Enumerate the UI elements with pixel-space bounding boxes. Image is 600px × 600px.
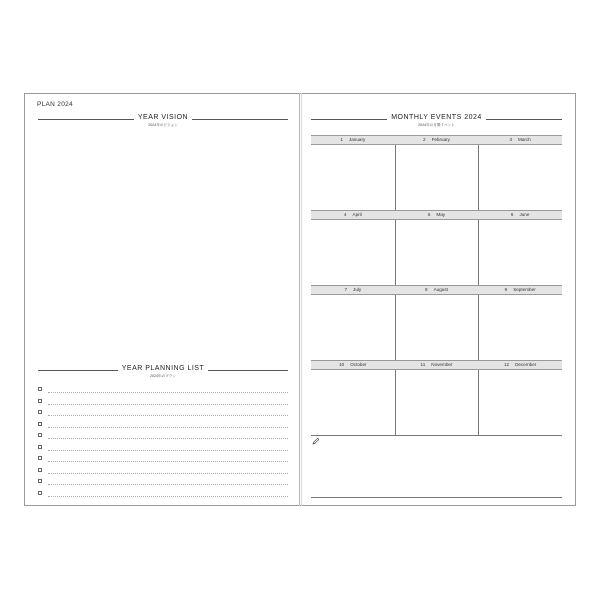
dotted-line	[48, 461, 288, 462]
column-divider	[395, 370, 396, 435]
month-number: 2	[423, 137, 426, 142]
year-vision-header	[38, 113, 288, 127]
month-header	[395, 135, 479, 145]
notes-baseline	[311, 497, 562, 498]
checkbox[interactable]	[38, 433, 42, 437]
month-header	[478, 285, 562, 295]
month-name: June	[519, 212, 530, 217]
column-divider	[478, 370, 479, 435]
dotted-line	[48, 404, 288, 405]
planning-row[interactable]	[38, 431, 288, 442]
spine-divider	[299, 93, 300, 506]
month-number: 4	[343, 212, 347, 217]
planning-row[interactable]	[38, 454, 288, 465]
spine-divider-shadow	[301, 93, 302, 506]
month-cell-june[interactable]	[478, 210, 562, 285]
month-number: 6	[510, 212, 514, 217]
month-number: 11	[420, 362, 426, 367]
checkbox[interactable]	[38, 445, 42, 449]
checkbox[interactable]	[38, 387, 42, 391]
month-name: October	[350, 362, 367, 367]
month-name: December	[515, 362, 537, 367]
month-number: 10	[339, 362, 345, 367]
month-header	[478, 210, 562, 220]
month-name: July	[353, 287, 362, 292]
dotted-line	[48, 450, 288, 451]
year-vision-title: YEAR VISION	[134, 114, 192, 121]
year-planning-subtitle: 2024年のプラン	[150, 374, 176, 378]
month-cell-september[interactable]	[478, 285, 562, 360]
column-divider	[395, 145, 396, 210]
month-number: 12	[503, 362, 510, 367]
checkbox[interactable]	[38, 456, 42, 460]
month-number: 3	[509, 137, 513, 142]
month-cell-august[interactable]	[395, 285, 479, 360]
month-header	[311, 210, 395, 220]
month-cell-october[interactable]	[311, 360, 395, 435]
month-header	[395, 360, 479, 370]
month-number: 7	[344, 287, 348, 292]
month-name: August	[433, 287, 448, 292]
notes-separator	[311, 435, 562, 436]
month-cell-may[interactable]	[395, 210, 479, 285]
month-cell-november[interactable]	[395, 360, 479, 435]
column-divider	[478, 295, 479, 360]
planning-row[interactable]	[38, 408, 288, 419]
month-name: March	[518, 137, 531, 142]
dotted-line	[48, 496, 288, 497]
year-planning-header	[38, 364, 288, 378]
column-divider	[395, 295, 396, 360]
pencil-icon	[312, 437, 320, 445]
month-cell-march[interactable]	[478, 135, 562, 210]
checkbox[interactable]	[38, 399, 42, 403]
dotted-line	[48, 438, 288, 439]
month-number: 8	[425, 287, 428, 292]
planning-row[interactable]	[38, 397, 288, 408]
year-planning-title: YEAR PLANNING LIST	[118, 365, 209, 372]
month-cell-april[interactable]	[311, 210, 395, 285]
planning-row[interactable]	[38, 489, 288, 500]
month-header	[311, 360, 395, 370]
dotted-line	[48, 484, 288, 485]
monthly-events-header	[311, 113, 562, 127]
year-vision-subtitle: 2024年のビジョン	[148, 123, 178, 127]
month-header	[311, 135, 395, 145]
month-cell-february[interactable]	[395, 135, 479, 210]
checkbox[interactable]	[38, 479, 42, 483]
dotted-line	[48, 392, 288, 393]
month-name: February	[431, 137, 450, 142]
checkbox[interactable]	[38, 422, 42, 426]
column-divider	[478, 145, 479, 210]
checkbox[interactable]	[38, 410, 42, 414]
dotted-line	[48, 427, 288, 428]
month-name: November	[431, 362, 453, 367]
planning-row[interactable]	[38, 466, 288, 477]
planning-row[interactable]	[38, 443, 288, 454]
month-number: 1	[340, 137, 343, 142]
column-divider	[478, 220, 479, 285]
month-name: September	[513, 287, 536, 292]
dotted-line	[48, 415, 288, 416]
monthly-events-title: MONTHLY EVENTS 2024	[387, 114, 486, 121]
planning-row[interactable]	[38, 420, 288, 431]
month-name: January	[348, 137, 366, 142]
planning-row[interactable]	[38, 385, 288, 396]
monthly-grid	[311, 135, 562, 435]
month-name: May	[436, 212, 446, 217]
month-cell-january[interactable]	[311, 135, 395, 210]
month-cell-december[interactable]	[478, 360, 562, 435]
plan-label: PLAN 2024	[37, 101, 73, 108]
monthly-events-subtitle: 2024年の月間イベント	[418, 123, 455, 127]
month-cell-july[interactable]	[311, 285, 395, 360]
month-header	[311, 285, 395, 295]
month-header	[478, 360, 562, 370]
month-number: 9	[504, 287, 508, 292]
month-header	[395, 210, 479, 220]
column-divider	[395, 220, 396, 285]
month-header	[478, 135, 562, 145]
checkbox[interactable]	[38, 491, 42, 495]
month-number: 5	[427, 212, 431, 217]
dotted-line	[48, 473, 288, 474]
checkbox[interactable]	[38, 468, 42, 472]
month-header	[395, 285, 479, 295]
planning-row[interactable]	[38, 477, 288, 488]
month-name: April	[352, 212, 362, 217]
